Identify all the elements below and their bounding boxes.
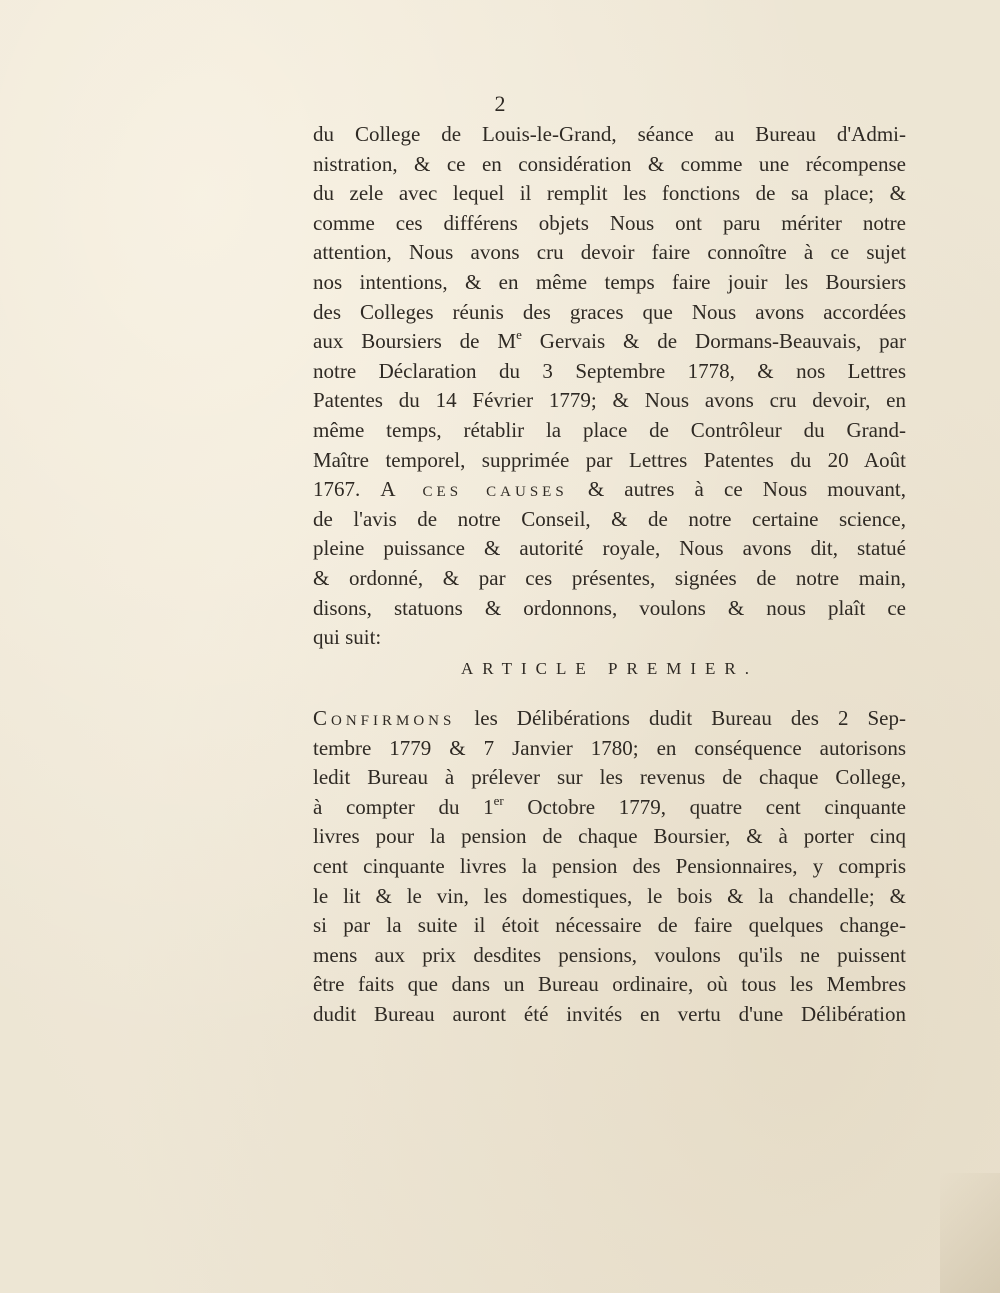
text-line: attention, Nous avons cru devoir faire connoître à ce sujet	[313, 240, 906, 265]
text-line: même temps, rétablir la place de Contrôleur du Grand-	[313, 417, 906, 442]
text-line	[313, 475, 906, 505]
article-heading: ARTICLE PREMIER.	[461, 659, 758, 678]
superscript: e	[516, 327, 522, 343]
text-line: qui suit:	[313, 625, 382, 650]
text-fragment: à compter du 1	[313, 794, 494, 819]
small-caps-phrase: A ces causes	[380, 477, 568, 502]
text-line: notre Déclaration du 3 Septembre 1778, & nos Lettres	[313, 358, 906, 383]
text-line: pleine puissance & autorité royale, Nous avons dit, statué	[313, 536, 906, 561]
text-line	[313, 327, 906, 357]
text-line: dudit Bureau auront été invités en vertu d'une Délibération	[313, 1001, 906, 1026]
text-fragment: Gervais & de Dormans-Beauvais, par	[521, 329, 906, 354]
text-line: & ordonné, & par ces présentes, signées de notre main,	[313, 565, 906, 590]
text-fragment: 1767.	[313, 477, 381, 502]
text-fragment: aux Boursiers de M	[313, 329, 517, 354]
page-number: 2	[494, 91, 506, 116]
text-line: le lit & le vin, les domestiques, le bois & la chandelle; &	[313, 883, 906, 908]
text-line: des Colleges réunis des graces que Nous avons accordées	[313, 299, 906, 324]
text-line: être faits que dans un Bureau ordinaire, où tous les Membres	[313, 972, 906, 997]
text-line: disons, statuons & ordonnons, voulons & nous plaît ce	[313, 595, 906, 620]
superscript: er	[493, 792, 504, 808]
text-line	[313, 704, 906, 734]
text-line: Maître temporel, supprimée par Lettres Patentes du 20 Août	[313, 447, 906, 472]
paragraph-article-one	[313, 704, 906, 1030]
text-line: cent cinquante livres la pension des Pensionnaires, y compris	[313, 853, 906, 878]
text-line: de l'avis de notre Conseil, & de notre certaine science,	[313, 506, 906, 531]
text-line: mens aux prix desdites pensions, voulons qu'ils ne puissent	[313, 942, 906, 967]
text-line: si par la suite il étoit nécessaire de faire quelques change-	[313, 913, 906, 938]
text-fragment: les Délibérations dudit Bureau des 2 Sep-	[455, 706, 906, 730]
text-line: Patentes du 14 Février 1779; & Nous avons cru devoir, en	[313, 388, 906, 413]
text-line: livres pour la pension de chaque Boursier, & à porter cinq	[313, 824, 906, 849]
text-line: nos intentions, & en même temps faire jouir les Boursiers	[313, 269, 906, 294]
text-line: comme ces différens objets Nous ont paru mériter notre	[313, 210, 906, 235]
small-caps-phrase: Confirmons	[313, 706, 456, 730]
text-line: du College de Louis-le-Grand, séance au Bureau d'Admi-	[313, 122, 906, 146]
text-line: du zele avec lequel il remplit les fonctions de sa place; &	[313, 181, 906, 206]
text-line: nistration, & ce en considération & comme une récompense	[313, 151, 906, 176]
text-line	[313, 793, 906, 823]
text-line: ledit Bureau à prélever sur les revenus de chaque College,	[313, 765, 906, 790]
text-fragment: Octobre 1779, quatre cent cinquante	[503, 794, 906, 819]
paper-corner-shade	[940, 1173, 1000, 1293]
text-fragment: & autres à ce Nous mouvant,	[567, 477, 906, 502]
text-line: tembre 1779 & 7 Janvier 1780; en conséquence autorisons	[313, 735, 906, 760]
paragraph-preamble	[313, 120, 906, 653]
